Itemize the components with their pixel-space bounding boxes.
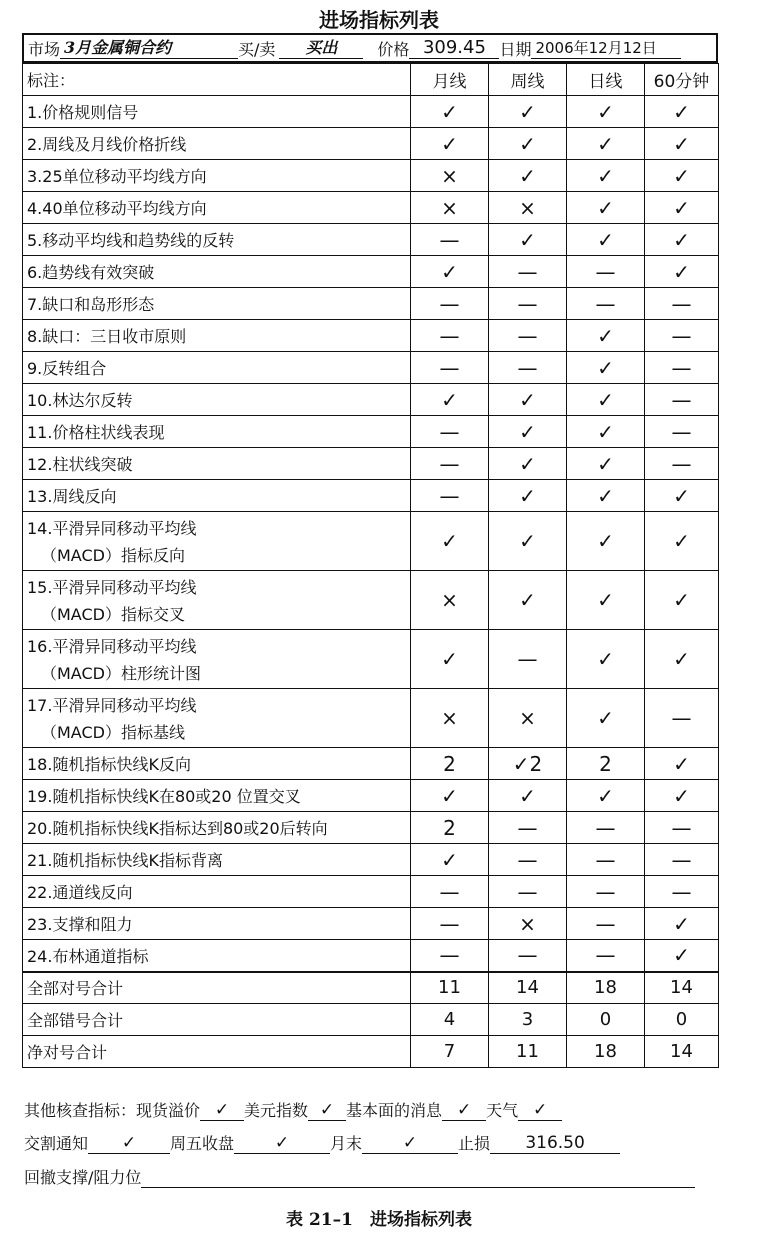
indicator-mark: ✓ — [645, 256, 719, 288]
totals-value: 14 — [645, 972, 719, 1004]
indicator-label-line: 15.平滑异同移动平均线 — [27, 578, 197, 597]
indicator-mark: — — [489, 320, 567, 352]
indicator-label — [23, 448, 411, 480]
indicator-label-line: 7.缺口和岛形形态 — [27, 295, 155, 314]
totals-value: 18 — [567, 972, 645, 1004]
weather-value: ✓ — [518, 1100, 562, 1121]
indicator-mark: — — [567, 844, 645, 876]
indicator-label — [23, 416, 411, 448]
indicator-mark: × — [411, 571, 489, 630]
indicator-label — [23, 748, 411, 780]
indicator-row — [23, 320, 719, 352]
totals-value: 14 — [489, 972, 567, 1004]
indicator-row — [23, 160, 719, 192]
indicator-mark: ✓ — [645, 224, 719, 256]
indicator-label — [23, 384, 411, 416]
indicator-mark: × — [489, 192, 567, 224]
month-end-value: ✓ — [362, 1133, 458, 1154]
indicator-label — [23, 224, 411, 256]
indicator-mark: ✓ — [411, 384, 489, 416]
totals-value: 18 — [567, 1036, 645, 1068]
column-header-timeframe: 周线 — [489, 64, 567, 96]
delivery-notice-label: 交割通知 — [24, 1134, 89, 1153]
indicator-label — [23, 96, 411, 128]
other-checks-label: 其他核查指标： — [24, 1101, 137, 1120]
indicator-label-line: 23.支撑和阻力 — [27, 915, 133, 934]
totals-value: 0 — [645, 1004, 719, 1036]
indicator-mark: ✓ — [567, 160, 645, 192]
indicator-mark: — — [411, 940, 489, 972]
totals-label: 全部对号合计 — [23, 972, 411, 1004]
delivery-notice-value: ✓ — [88, 1133, 170, 1154]
indicator-row — [23, 571, 719, 630]
indicator-mark: — — [411, 908, 489, 940]
indicator-mark: × — [411, 689, 489, 748]
indicator-mark: — — [645, 288, 719, 320]
indicator-label-line: 6.趋势线有效突破 — [27, 263, 155, 282]
date-label: 日期 — [499, 39, 532, 59]
indicator-mark: ✓ — [567, 224, 645, 256]
indicator-row — [23, 288, 719, 320]
indicator-label-line: 22.通道线反向 — [27, 883, 133, 902]
indicator-label — [23, 480, 411, 512]
indicator-label-line: 5.移动平均线和趋势线的反转 — [27, 231, 235, 250]
indicator-mark: × — [489, 908, 567, 940]
indicator-row — [23, 256, 719, 288]
indicator-label-line: 4.40单位移动平均线方向 — [27, 199, 207, 218]
totals-value: 7 — [411, 1036, 489, 1068]
indicator-row — [23, 876, 719, 908]
indicator-mark: — — [489, 812, 567, 844]
totals-value: 0 — [567, 1004, 645, 1036]
indicator-label — [23, 940, 411, 972]
indicator-mark: — — [411, 320, 489, 352]
indicator-mark: ✓ — [645, 940, 719, 972]
indicator-row — [23, 689, 719, 748]
indicator-label — [23, 512, 411, 571]
indicator-mark: ✓ — [645, 96, 719, 128]
indicator-mark: × — [411, 160, 489, 192]
indicator-mark: — — [645, 844, 719, 876]
indicator-mark: — — [567, 288, 645, 320]
indicator-mark: 2 — [411, 748, 489, 780]
indicator-label — [23, 844, 411, 876]
indicator-mark: — — [645, 352, 719, 384]
spot-premium-label: 现货溢价 — [136, 1101, 201, 1120]
indicator-mark: ✓ — [411, 630, 489, 689]
indicator-label-line: 9.反转组合 — [27, 359, 107, 378]
indicator-label-line: 18.随机指标快线K反向 — [27, 755, 191, 774]
indicator-mark: ✓ — [567, 192, 645, 224]
retrace-line — [24, 1165, 724, 1188]
indicator-label-line: 13.周线反向 — [27, 487, 117, 506]
indicator-mark: ✓ — [489, 571, 567, 630]
indicator-mark: — — [411, 416, 489, 448]
table-header-row — [23, 64, 719, 96]
column-header-timeframe: 日线 — [567, 64, 645, 96]
indicator-mark: ✓ — [567, 780, 645, 812]
side-label: 买/卖 — [238, 39, 276, 59]
indicator-mark: — — [645, 689, 719, 748]
page-title: 进场指标列表 — [319, 8, 439, 32]
indicator-mark: ✓ — [489, 96, 567, 128]
table-caption: 表 21–1 进场指标列表 — [286, 1210, 472, 1230]
indicator-label — [23, 288, 411, 320]
indicator-label — [23, 812, 411, 844]
indicator-mark: ✓ — [489, 480, 567, 512]
market-value: 3月金属铜合约 — [60, 38, 238, 59]
indicator-mark: 2 — [567, 748, 645, 780]
indicator-mark: ✓ — [567, 512, 645, 571]
indicator-mark: — — [489, 940, 567, 972]
indicator-mark: ✓ — [567, 480, 645, 512]
side-value: 买出 — [279, 38, 363, 59]
indicator-mark: — — [645, 876, 719, 908]
indicator-mark: ✓ — [645, 571, 719, 630]
totals-label: 净对号合计 — [23, 1036, 411, 1068]
indicator-row — [23, 748, 719, 780]
indicator-table — [22, 63, 719, 1068]
indicator-mark: ✓ — [567, 320, 645, 352]
other-checks-line — [24, 1098, 724, 1121]
indicator-mark: ✓ — [567, 448, 645, 480]
stop-loss-label: 止损 — [458, 1134, 491, 1153]
indicator-label — [23, 780, 411, 812]
indicator-label-line: （MACD）指标交叉 — [41, 605, 185, 624]
indicator-mark: ✓ — [567, 416, 645, 448]
indicator-mark: ✓ — [567, 630, 645, 689]
indicator-row — [23, 780, 719, 812]
indicator-label — [23, 256, 411, 288]
fundamentals-label: 基本面的消息 — [346, 1101, 443, 1120]
indicator-mark: — — [567, 812, 645, 844]
indicator-mark: — — [567, 940, 645, 972]
indicator-mark: ✓ — [645, 748, 719, 780]
indicator-mark: ✓ — [645, 512, 719, 571]
indicator-label-line: 11.价格柱状线表现 — [27, 423, 165, 442]
indicator-row — [23, 352, 719, 384]
column-header-timeframe: 60分钟 — [645, 64, 719, 96]
indicator-label-line: 17.平滑异同移动平均线 — [27, 696, 197, 715]
indicator-label — [23, 320, 411, 352]
indicator-row — [23, 512, 719, 571]
indicator-row — [23, 844, 719, 876]
indicator-row — [23, 480, 719, 512]
indicator-row — [23, 224, 719, 256]
indicator-mark: × — [489, 689, 567, 748]
indicator-mark: ✓ — [567, 689, 645, 748]
indicator-label-line: 24.布林通道指标 — [27, 946, 149, 966]
indicator-mark: ✓ — [645, 128, 719, 160]
totals-value: 14 — [645, 1036, 719, 1068]
indicator-row — [23, 908, 719, 940]
indicator-label-line: 16.平滑异同移动平均线 — [27, 637, 197, 656]
indicator-row — [23, 940, 719, 972]
totals-row — [23, 1004, 719, 1036]
indicator-row — [23, 192, 719, 224]
indicator-mark: ✓ — [489, 448, 567, 480]
indicator-label-line: 20.随机指标快线K指标达到80或20后转向 — [27, 819, 328, 838]
spot-premium-value: ✓ — [200, 1100, 244, 1121]
indicator-mark: ✓ — [489, 128, 567, 160]
indicator-mark: ✓ — [411, 96, 489, 128]
indicator-label-line: 14.平滑异同移动平均线 — [27, 519, 197, 538]
usd-index-value: ✓ — [308, 1100, 346, 1121]
indicator-mark: × — [411, 192, 489, 224]
indicator-mark: ✓ — [489, 512, 567, 571]
indicator-mark: — — [489, 630, 567, 689]
indicator-mark: ✓ — [567, 352, 645, 384]
indicator-mark: ✓ — [567, 384, 645, 416]
indicator-label — [23, 192, 411, 224]
indicator-mark: ✓ — [411, 512, 489, 571]
weather-label: 天气 — [486, 1101, 519, 1120]
indicator-mark: ✓ — [645, 192, 719, 224]
indicator-mark: ✓ — [645, 908, 719, 940]
indicator-mark: ✓ — [489, 780, 567, 812]
date-value: 2006年12月12日 — [531, 38, 681, 59]
indicator-mark: ✓ — [645, 780, 719, 812]
indicator-label — [23, 128, 411, 160]
indicator-row — [23, 630, 719, 689]
totals-value: 3 — [489, 1004, 567, 1036]
indicator-mark: ✓ — [489, 384, 567, 416]
indicator-mark: ✓ — [645, 480, 719, 512]
indicator-mark: — — [489, 876, 567, 908]
indicator-mark: — — [489, 352, 567, 384]
indicator-label-line: 19.随机指标快线K在80或20 位置交叉 — [27, 787, 301, 806]
totals-row — [23, 972, 719, 1004]
fundamentals-value: ✓ — [442, 1100, 486, 1121]
indicator-label — [23, 876, 411, 908]
indicator-row — [23, 812, 719, 844]
totals-row — [23, 1036, 719, 1068]
indicator-mark: ✓ — [489, 224, 567, 256]
column-header-timeframe: 月线 — [411, 64, 489, 96]
indicator-mark: — — [411, 224, 489, 256]
indicator-mark: ✓ — [411, 844, 489, 876]
column-header-label: 标注： — [23, 64, 411, 96]
indicator-label — [23, 160, 411, 192]
indicator-label-line: 2.周线及月线价格折线 — [27, 135, 187, 154]
indicator-label — [23, 352, 411, 384]
indicator-mark: ✓ — [567, 96, 645, 128]
indicator-label-line: （MACD）指标基线 — [41, 723, 185, 742]
totals-value: 4 — [411, 1004, 489, 1036]
indicator-mark: — — [567, 908, 645, 940]
indicator-mark: — — [645, 320, 719, 352]
indicator-label-line: 12.柱状线突破 — [27, 455, 133, 474]
friday-close-label: 周五收盘 — [170, 1134, 235, 1153]
indicator-label-line: 8.缺口：三日收市原则 — [27, 327, 187, 346]
price-label: 价格 — [377, 39, 410, 59]
indicator-mark: — — [411, 288, 489, 320]
indicator-label-line: 10.林达尔反转 — [27, 391, 133, 410]
indicator-row — [23, 96, 719, 128]
indicator-mark: — — [645, 812, 719, 844]
retrace-value — [141, 1167, 695, 1188]
month-end-label: 月末 — [330, 1134, 363, 1153]
indicator-mark: ✓ — [411, 256, 489, 288]
indicator-mark: ✓ — [411, 128, 489, 160]
indicator-mark: ✓ — [645, 160, 719, 192]
indicator-mark: ✓2 — [489, 748, 567, 780]
indicator-label-line: （MACD）指标反向 — [41, 546, 185, 565]
indicator-mark: ✓ — [567, 128, 645, 160]
friday-close-value: ✓ — [234, 1133, 330, 1154]
totals-label: 全部错号合计 — [23, 1004, 411, 1036]
delivery-line — [24, 1131, 724, 1154]
indicator-mark: — — [645, 448, 719, 480]
stop-loss-value: 316.50 — [490, 1133, 620, 1154]
indicator-mark: ✓ — [489, 160, 567, 192]
indicator-mark: — — [645, 416, 719, 448]
indicator-mark: — — [489, 288, 567, 320]
indicator-mark: — — [567, 876, 645, 908]
market-label: 市场 — [28, 39, 61, 59]
indicator-label — [23, 571, 411, 630]
indicator-label-line: 1.价格规则信号 — [27, 103, 139, 122]
indicator-mark: — — [489, 256, 567, 288]
indicator-label — [23, 630, 411, 689]
indicator-row — [23, 128, 719, 160]
usd-index-label: 美元指数 — [244, 1101, 309, 1120]
indicator-mark: — — [411, 448, 489, 480]
retrace-label: 回撤支撑/阻力位 — [24, 1168, 142, 1187]
totals-value: 11 — [411, 972, 489, 1004]
indicator-mark: — — [411, 876, 489, 908]
indicator-mark: 2 — [411, 812, 489, 844]
indicator-row — [23, 384, 719, 416]
indicator-mark: — — [567, 256, 645, 288]
trade-header — [22, 33, 718, 63]
indicator-mark: — — [411, 352, 489, 384]
indicator-label — [23, 689, 411, 748]
indicator-mark: ✓ — [645, 630, 719, 689]
indicator-mark: ✓ — [489, 416, 567, 448]
indicator-label-line: 3.25单位移动平均线方向 — [27, 167, 207, 186]
indicator-row — [23, 448, 719, 480]
indicator-label-line: 21.随机指标快线K指标背离 — [27, 851, 223, 870]
indicator-label — [23, 908, 411, 940]
totals-value: 11 — [489, 1036, 567, 1068]
indicator-mark: — — [645, 384, 719, 416]
indicator-row — [23, 416, 719, 448]
indicator-label-line: （MACD）柱形统计图 — [41, 664, 201, 683]
indicator-mark: — — [489, 844, 567, 876]
price-value: 309.45 — [409, 38, 499, 59]
indicator-mark: — — [411, 480, 489, 512]
indicator-mark: ✓ — [411, 780, 489, 812]
indicator-mark: ✓ — [567, 571, 645, 630]
